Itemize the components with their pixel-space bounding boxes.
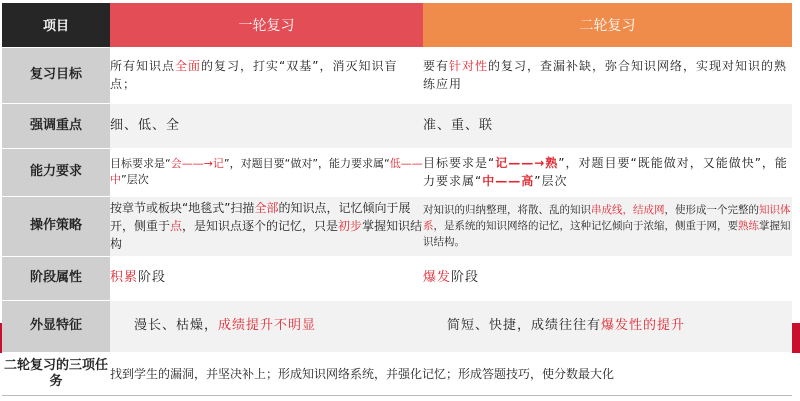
second-ability: 目标要求是“记——→熟”，对题目要“既能做对，又能做快”，能力要求属“中——高”层次 — [423, 148, 792, 196]
header-row — [2, 3, 792, 47]
second-key-focus: 准、重、联 — [423, 103, 792, 148]
row-strategy — [2, 196, 792, 256]
row-label: 外显特征 — [2, 300, 110, 352]
row-ability — [2, 148, 792, 196]
second-features: 简短、快捷，成绩往往有爆发性的提升 — [423, 300, 792, 352]
row-key-focus — [2, 103, 792, 148]
row-label: 阶段属性 — [2, 256, 110, 300]
second-review-goal: 要有针对性的复习，查漏补缺，弥合知识网络，实现对知识的熟练应用 — [423, 47, 792, 103]
header-first-review: 一轮复习 — [110, 3, 423, 47]
row-label: 复习目标 — [2, 47, 110, 103]
row-label: 操作策略 — [2, 196, 110, 256]
first-strategy: 按章节或板块“地毯式”扫描全部的知识点，记忆倾向于展开，侧重于点，是知识点逐个的记忆，只是初步掌握知识结构 — [110, 196, 423, 256]
first-key-focus: 细、低、全 — [110, 103, 423, 148]
comparison-table — [2, 3, 792, 396]
header-project: 项目 — [2, 3, 110, 47]
accent-bar-right — [792, 323, 800, 353]
row-label: 二轮复习的三项任务 — [2, 352, 110, 395]
first-stage: 积累阶段 — [110, 256, 423, 300]
row-label: 能力要求 — [2, 148, 110, 196]
row-stage — [2, 256, 792, 300]
row-label: 强调重点 — [2, 103, 110, 148]
row-tasks — [2, 352, 792, 395]
first-features: 漫长、枯燥，成绩提升不明显 — [110, 300, 423, 352]
first-review-goal: 所有知识点全面的复习，打实“双基”，消灭知识盲点； — [110, 47, 423, 103]
row-features — [2, 300, 792, 352]
row-review-goal — [2, 47, 792, 103]
second-review-tasks: 找到学生的漏洞，并坚决补上；形成知识网络系统，并强化记忆；形成答题技巧，使分数最大化 — [110, 352, 792, 395]
second-strategy: 对知识的归纳整理，将散、乱的知识串成线，结成网，使形成一个完整的知识体系，是系统的知识网络的记忆，这种记忆倾向于浓缩，侧重于网，要熟练掌握知识结构。 — [423, 196, 792, 256]
second-stage: 爆发阶段 — [423, 256, 792, 300]
header-second-review: 二轮复习 — [423, 3, 792, 47]
first-ability: 目标要求是“会——→记”，对题目要“做对”，能力要求属“低——中”层次 — [110, 148, 423, 196]
